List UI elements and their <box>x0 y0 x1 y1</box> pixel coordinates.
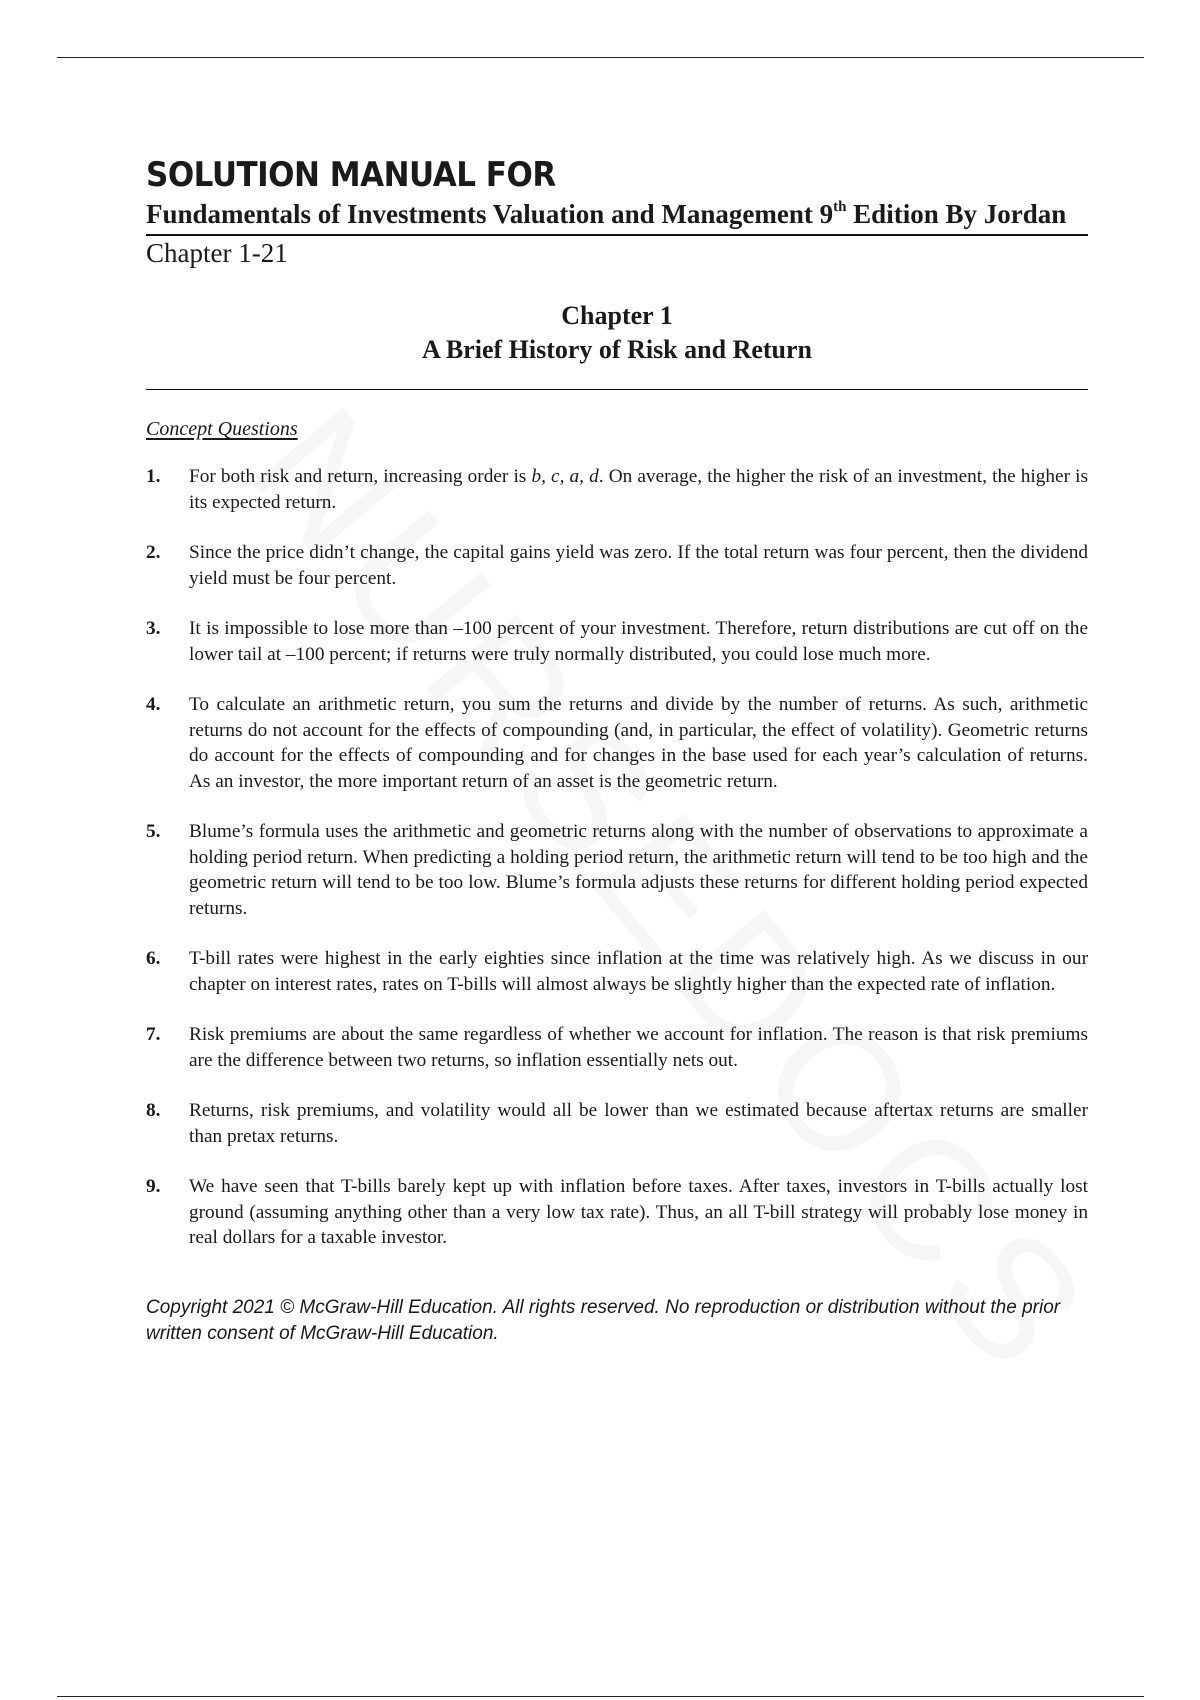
question-item <box>146 464 1088 515</box>
book-title-superscript: th <box>833 199 847 215</box>
question-item <box>146 540 1088 591</box>
question-number: 5. <box>146 821 161 842</box>
question-item <box>146 692 1088 794</box>
question-number: 8. <box>146 1100 161 1121</box>
question-number: 4. <box>146 694 161 715</box>
question-text: Returns, risk premiums, and volatility would all be lower than we estimated because aftertax returns are smaller than pretax returns. <box>189 1100 1088 1147</box>
question-item <box>146 1098 1088 1149</box>
question-number: 3. <box>146 618 161 639</box>
question-item <box>146 819 1088 921</box>
question-text: We have seen that T-bills barely kept up with inflation before taxes. After taxes, investors in T-bills actually lost ground (assuming anything other than a very low tax rate). Thus, an all T-bill strategy will probably lose money in real dollars for a taxable investor. <box>189 1176 1088 1248</box>
question-text: To calculate an arithmetic return, you sum the returns and divide by the number of returns. As such, arithmetic returns do not account for the effects of compounding (and, in particular, the effect of volatility). Geometric returns do account for the effects of compounding and for changes in the base used for each year’s calculation of returns. As an investor, the more important return of an asset is the geometric return. <box>189 694 1088 792</box>
manual-title: SOLUTION MANUAL FOR <box>146 156 556 195</box>
question-text-part: For both risk and return, increasing order is <box>189 466 532 487</box>
top-rule <box>57 57 1144 58</box>
question-number: 7. <box>146 1024 161 1045</box>
question-text <box>189 464 1088 515</box>
page-content <box>146 156 1088 1347</box>
chapter-range: Chapter 1-21 <box>146 238 288 268</box>
bottom-rule <box>57 1696 1144 1697</box>
chapter-title: A Brief History of Risk and Return <box>422 335 812 364</box>
question-item <box>146 616 1088 667</box>
question-number: 6. <box>146 948 161 969</box>
book-title <box>146 198 1088 236</box>
question-text: Risk premiums are about the same regardless of whether we account for inflation. The reason is that risk premiums are the difference between two returns, so inflation essentially nets out. <box>189 1024 1088 1071</box>
question-number: 1. <box>146 466 161 487</box>
question-text-italic: b, c, a, d <box>531 466 599 487</box>
question-text: Blume’s formula uses the arithmetic and geometric returns along with the number of observations to approximate a holding period return. When predicting a holding period return, the arithmetic return will tend to be too high and the geometric return will tend to be too low. Blume’s formula adjusts these returns for different holding period expected returns. <box>189 821 1088 919</box>
question-text-part: . On average, the higher the risk of an investment, the higher is its expected return. <box>189 466 1088 513</box>
chapter-number: Chapter 1 <box>561 301 673 330</box>
book-title-part2: Edition By Jordan <box>846 199 1067 229</box>
question-number: 2. <box>146 542 161 563</box>
question-item <box>146 1174 1088 1251</box>
section-label: Concept Questions <box>146 418 298 440</box>
chapter-heading <box>146 299 1088 390</box>
question-item <box>146 946 1088 997</box>
question-number: 9. <box>146 1176 161 1197</box>
question-list <box>146 464 1088 1251</box>
question-text: Since the price didn’t change, the capital gains yield was zero. If the total return was four percent, then the dividend yield must be four percent. <box>189 542 1088 589</box>
book-title-part1: Fundamentals of Investments Valuation and Management 9 <box>146 199 834 229</box>
question-text: It is impossible to lose more than –100 percent of your investment. Therefore, return distributions are cut off on the lower tail at –100 percent; if returns were truly normally distributed, you could lose much more. <box>189 618 1088 665</box>
question-item <box>146 1022 1088 1073</box>
question-text: T-bill rates were highest in the early eighties since inflation at the time was relatively high. As we discuss in our chapter on interest rates, rates on T-bills will almost always be slightly higher than the expected rate of inflation. <box>189 948 1088 995</box>
copyright-notice: Copyright 2021 © McGraw-Hill Education. All rights reserved. No reproduction or distribution without the prior written consent of McGraw-Hill Education. <box>146 1296 1061 1344</box>
